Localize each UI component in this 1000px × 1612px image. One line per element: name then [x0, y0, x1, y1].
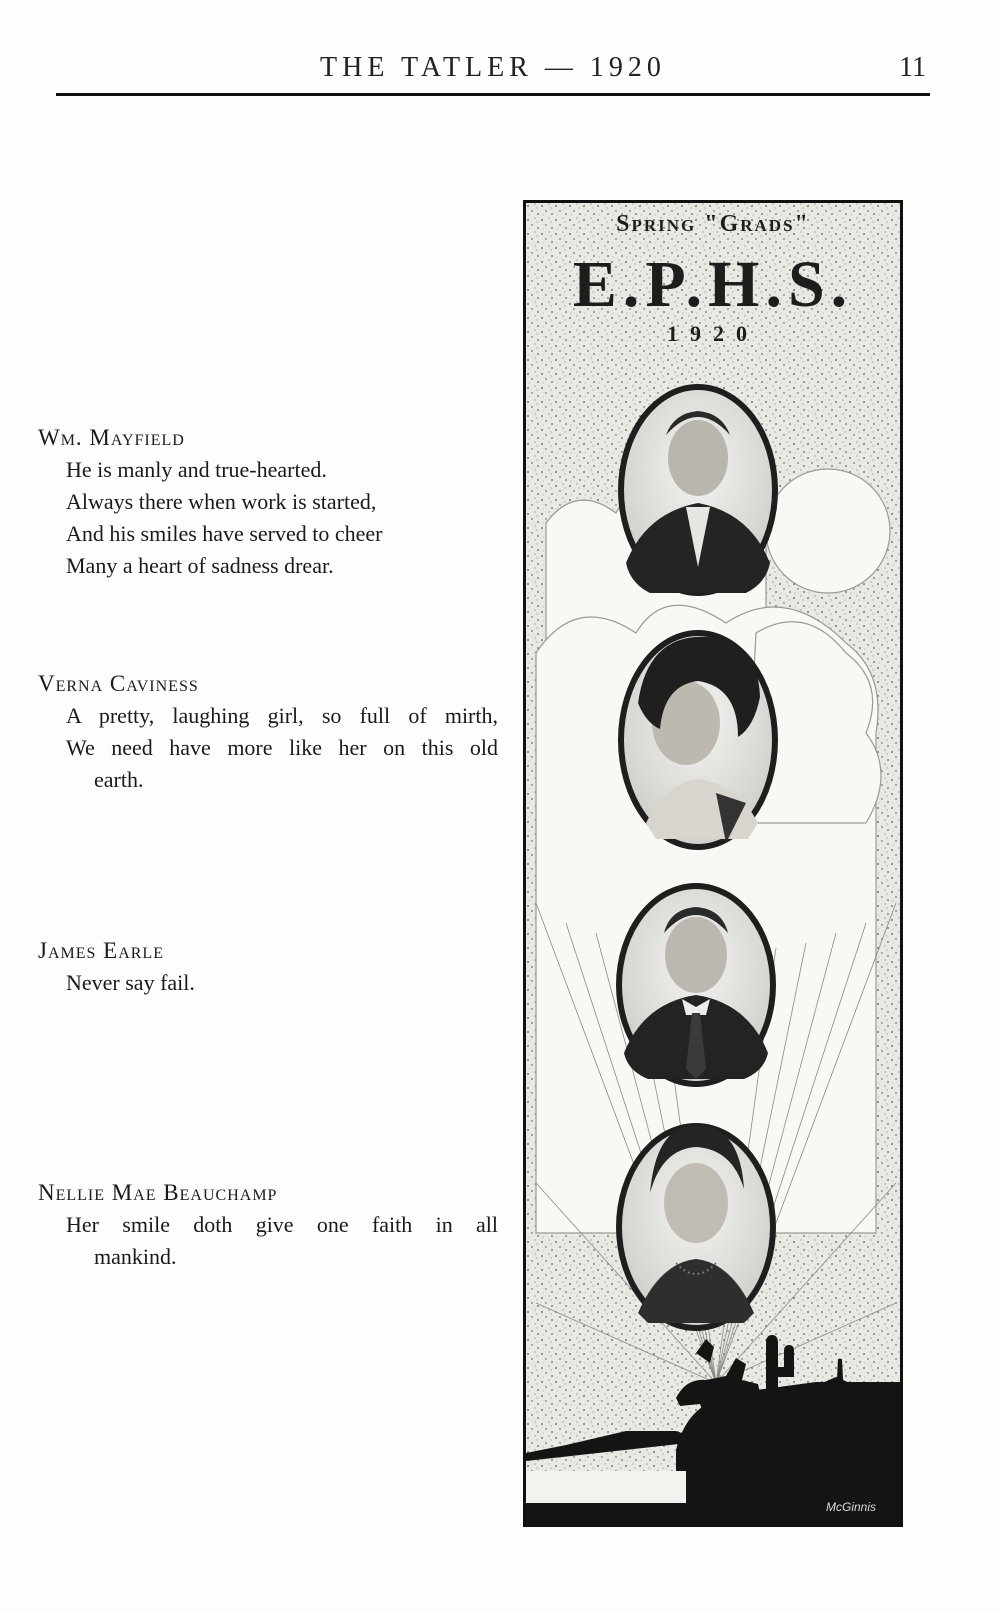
entry-nellie-mae-beauchamp [38, 1177, 498, 1273]
page-number: 11 [899, 52, 926, 83]
portrait-james-earle [616, 883, 776, 1087]
entry-verse [66, 967, 498, 999]
verse-line: Her smile doth give one faith in all [66, 1212, 498, 1237]
school-monogram: E.P.H.S. [572, 248, 854, 321]
entry-name: James Earle [38, 938, 164, 963]
entry-james-earle [38, 935, 498, 999]
verse-line: Many a heart of sadness drear. [66, 553, 334, 578]
panel-caption: Spring "Grads" [616, 211, 810, 237]
portrait-verna-caviness [618, 630, 778, 850]
verse-line: earth. [94, 767, 144, 792]
panel-illustration [526, 203, 903, 1527]
entry-verse [66, 454, 498, 582]
entry-name: Verna Caviness [38, 671, 199, 696]
illustrated-photo-panel [523, 200, 903, 1527]
verse-line: Always there when work is started, [66, 489, 377, 514]
entry-name: Nellie Mae Beauchamp [38, 1180, 278, 1205]
verse-line: We need have more like her on this old [66, 735, 498, 760]
verse-line: And his smiles have served to cheer [66, 521, 383, 546]
portrait-wm-mayfield [618, 384, 778, 596]
entry-wm-mayfield [38, 422, 498, 582]
entry-verse [66, 700, 498, 796]
verse-line: A pretty, laughing girl, so full of mirth, [66, 703, 498, 728]
entry-verna-caviness [38, 668, 498, 796]
class-year: 1920 [667, 321, 759, 346]
artist-signature: McGinnis [825, 1500, 876, 1514]
entry-name: Wm. Mayfield [38, 425, 185, 450]
publication-title: THE TATLER — 1920 [320, 52, 666, 83]
verse-line: Never say fail. [66, 970, 195, 995]
entry-verse [66, 1209, 498, 1273]
portrait-nellie-mae-beauchamp [616, 1123, 776, 1331]
header-rule [56, 93, 930, 96]
verse-line: mankind. [94, 1244, 177, 1269]
running-header [56, 52, 930, 92]
verse-line: He is manly and true-hearted. [66, 457, 327, 482]
